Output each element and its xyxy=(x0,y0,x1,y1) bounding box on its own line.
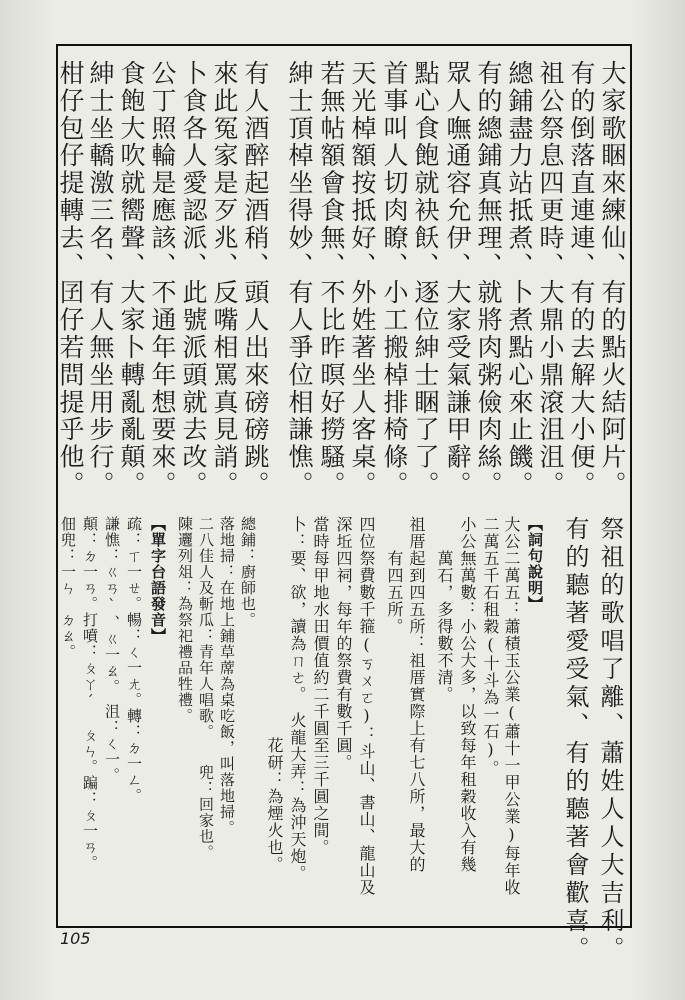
poem-line: 柑仔包仔提轉去、囝仔若問提乎他。 xyxy=(56,60,85,499)
poem-line: 公丁照輪是應該、不通年年想要來。 xyxy=(148,60,177,499)
poem-line: 有的總鋪真無理、就將肉粥儉肉絲。 xyxy=(474,60,503,499)
pronunciation-line: 顛：ㄉ一ㄢ。打噴：ㄆㄚˊ ㄆㄣ。蹁：ㄆ一ㄢ。 xyxy=(81,516,99,871)
summary-line: 有的聽著愛受氣、有的聽著會歡喜。 xyxy=(561,516,589,964)
poem-line: 紳士頂棹坐得妙、有人爭位相謙憔。 xyxy=(285,60,314,499)
poem-line: 祖公祭息四更時、大鼎小鼎滾沮沮。 xyxy=(536,60,565,499)
poem-line: 大家歌睏來練仙、有的點火結阿片。 xyxy=(598,60,627,499)
pronunciation-line: 謙憔：ㄍㄢˋ、ㄍ一ㄠ。 沮：ㄑ一。 xyxy=(103,516,121,784)
note-line: 二八佳人及斬瓜：青年人唱歌。 兜：回家也。 xyxy=(197,516,215,861)
note-line: 祖厝起到四五所：祖厝實際上有七八所，最大的 xyxy=(407,516,426,873)
note-line: 落地掃：在地上鋪草蓆為桌吃飯，叫落地掃。 xyxy=(218,516,236,836)
page-number: 105 xyxy=(60,929,91,948)
summary-line: 祭祖的歌唱了離、蕭姓人人大吉利。 xyxy=(596,516,624,964)
note-line: 總鋪：廚師也。 xyxy=(239,516,257,628)
poem-line: 來此冤家是歹兆、反嘴相罵真見誚。 xyxy=(210,60,239,499)
notes-heading: 【詞句說明】 xyxy=(526,516,544,612)
note-line: 卜：要、欲，讀為ㄇㄜ。 火龍大弄：為沖天炮。 xyxy=(288,516,307,882)
note-line: 陳邐列俎：為祭祀禮品牲禮。 xyxy=(176,516,194,724)
poem-line: 若無帖額會食無、不比昨暝好撈騷。 xyxy=(317,60,346,499)
poem-line: 點心食飽就袂飫、逐位紳士睏了了。 xyxy=(411,60,440,499)
note-line: 小公無萬數：小公大多，以致每年租穀收入有幾 xyxy=(458,516,477,873)
note-line: 大公二萬五：蕭積玉公業(蕭十一甲公業)每年收 xyxy=(502,516,521,896)
poem-line: 眾人嘸通容允伊、大家受氣謙甲辭。 xyxy=(443,60,472,499)
note-line: 當時每甲地水田價值約二千圓至三千圓之間。 xyxy=(311,516,330,856)
poem-line: 首事叫人切肉瞭、小工搬棹排椅條。 xyxy=(380,60,409,499)
note-line: 四位祭費數千箍(ㄎㄨㄛ)：斗山、書山、龍山及 xyxy=(357,516,376,896)
poem-line: 有人酒醉起酒稍、頭人出來磅磅跳。 xyxy=(241,60,270,499)
note-line: 深坵四祠，每年的祭費有數千圓。 xyxy=(334,516,353,771)
note-line: 萬石，多得數不清。 xyxy=(435,516,454,703)
poem-line: 卜食各人愛認派、此號派頭就去改。 xyxy=(179,60,208,499)
pronunciation-line: 疏：ㄒ一ㄝ。暢：ㄑ一ㄤ。轉：ㄉ一ㄥ。 xyxy=(125,516,143,804)
poem-line: 紳士坐轎激三名、有人無坐用步行。 xyxy=(86,60,115,499)
poem-line: 有的倒落直連連、有的去解大小便。 xyxy=(567,60,596,499)
poem-line: 總鋪盡力站抵煮、卜煮點心來止饑。 xyxy=(505,60,534,499)
pronunciation-line: 佃兜：一ㄣ ㄉㄠ。 xyxy=(59,516,77,660)
poem-line: 食飽大吹就嚮聲、大家卜轉亂亂顛。 xyxy=(117,60,146,499)
pronunciation-heading: 【單字台語發音】 xyxy=(149,516,167,644)
poem-line: 天光棹額按抵好、外姓著坐人客桌。 xyxy=(348,60,377,499)
note-line: 有四五所。 xyxy=(385,516,404,635)
note-line: 花研：為煙火也。 xyxy=(265,516,284,873)
note-line: 二萬五千石租穀(十斗為一石)。 xyxy=(481,516,500,777)
